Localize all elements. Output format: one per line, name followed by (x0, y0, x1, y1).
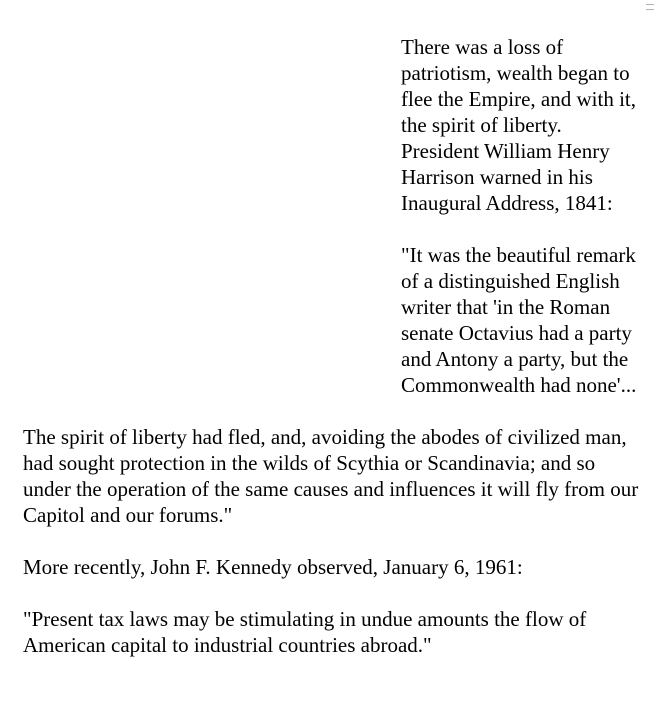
scroll-indicator-icon (646, 4, 654, 10)
float-spacer (23, 34, 401, 398)
paragraph-kennedy-intro: More recently, John F. Kennedy observed, January 6, 1961: (23, 555, 523, 579)
paragraph-harrison-intro: There was a loss of patriotism, wealth began to flee the Empire, and with it, the spirit of liberty. President William Henry Harrison warned in his Inaugural Address, 1841: (401, 35, 637, 215)
paragraph-harrison-quote: "It was the beautiful remark of a distinguished English writer that 'in the Roman senate Octavius had a party and Antony a party, but the Commonwealth had none'... (401, 243, 637, 397)
paragraph-kennedy-quote: "Present tax laws may be stimulating in undue amounts the flow of American capital to industrial countries abroad." (23, 607, 587, 657)
paragraph-spirit-of-liberty: The spirit of liberty had fled, and, avoiding the abodes of civilized man, had sought protection in the wilds of Scythia or Scandinavia; and so under the operation of the same causes and influences it will fly from our Capitol and our forums." (23, 425, 639, 527)
document-body (23, 34, 643, 684)
